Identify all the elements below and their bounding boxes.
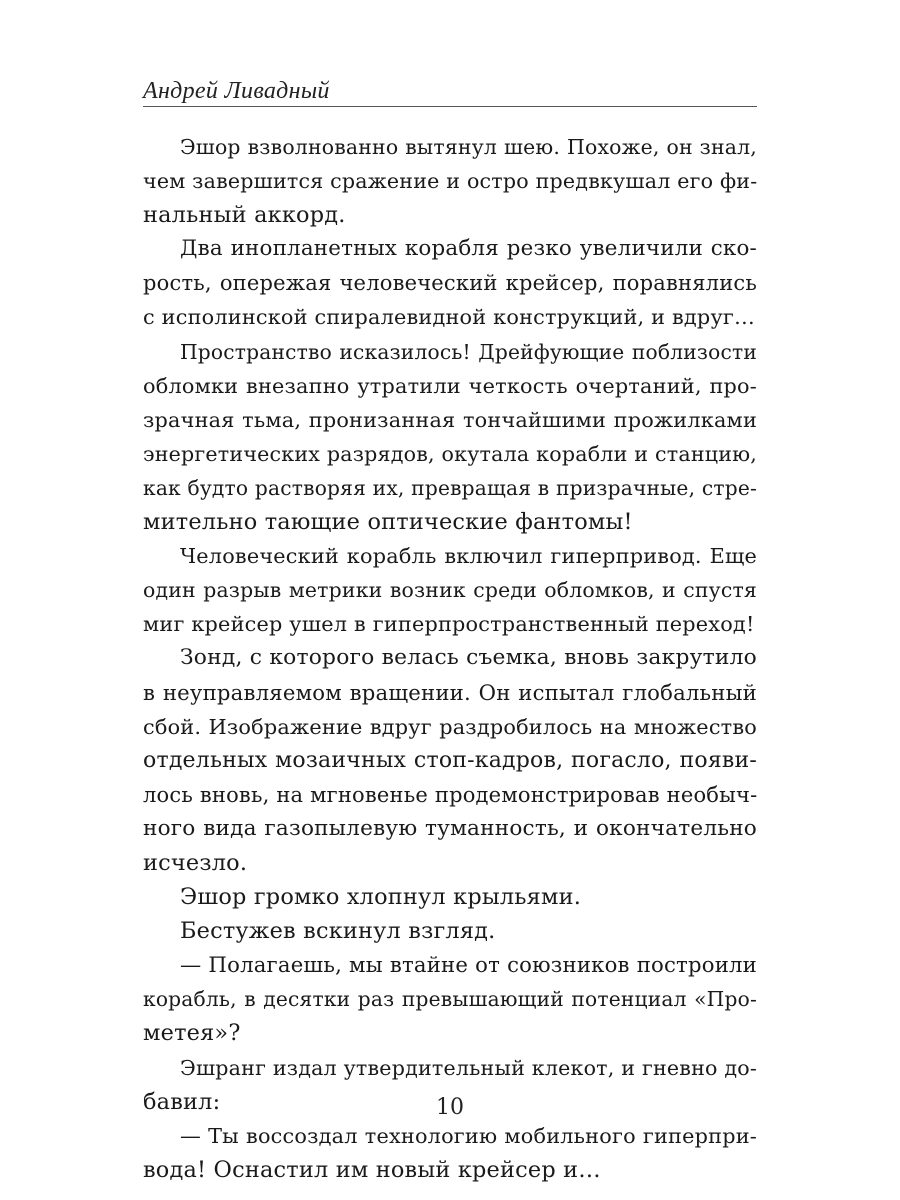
text-line: энергетических разрядов, окутала корабли и станцию,	[143, 441, 757, 466]
text-line: ного вида газопылевую туманность, и окончательно	[143, 815, 757, 841]
text-line: корабль, в десятки раз превышающий потенциал «Про-	[143, 987, 757, 1012]
body-text	[143, 130, 757, 1187]
text-line: в неуправляемом вращении. Он испытал глобальный	[143, 679, 757, 705]
text-line: мительно тающие оптические фантомы!	[143, 509, 633, 536]
text-line: метея»?	[143, 1020, 241, 1047]
text-line: бавил:	[143, 1088, 221, 1115]
text-line: Эшор взволнованно вытянул шею. Похоже, он знал,	[180, 135, 757, 159]
text-line: отдельных мозаичных стоп-кадров, погасло, появи-	[143, 747, 757, 773]
text-line: Эшор громко хлопнул крыльями.	[180, 884, 582, 911]
header-divider	[143, 106, 757, 107]
text-line: лось вновь, на мгновенье продемонстрировав необыч-	[143, 782, 758, 807]
running-head-author: Андрей Ливадный	[143, 78, 330, 104]
text-line: как будто растворяя их, превращая в призрачные, стре-	[143, 475, 757, 500]
text-line: рость, опережая человеческий крейсер, поравнялись	[143, 271, 757, 296]
text-line: Эшранг издал утвердительный клекот, и гневно до-	[180, 1055, 757, 1080]
text-line: нальный аккорд.	[143, 202, 346, 229]
text-line: зрачная тьма, пронизанная тончайшими прожилками	[143, 407, 757, 432]
text-line: вода! Оснастил им новый крейсер и…	[143, 1156, 601, 1183]
text-line: обломки внезапно утратили четкость очертаний, про-	[143, 373, 757, 398]
text-line: — Полагаешь, мы втайне от союзников построили	[180, 952, 757, 978]
text-line: Бестужев вскинул взгляд.	[180, 918, 496, 945]
text-line: с исполинской спиралевидной конструкций, и вдруг…	[143, 305, 755, 330]
text-line: один разрыв метрики возник среди обломков, и спустя	[143, 578, 757, 603]
text-line: Зонд, с которого велась съемка, вновь закрутило	[180, 645, 757, 671]
page-number: 10	[436, 1095, 464, 1120]
text-line: исчезло.	[143, 849, 248, 876]
text-line: чем завершится сражение и остро предвкушал его фи-	[143, 169, 758, 194]
text-line: Два инопланетных корабля резко увеличили ско-	[180, 236, 757, 262]
text-line: Пространство исказилось! Дрейфующие поблизости	[180, 339, 757, 364]
text-line: Человеческий корабль включил гиперпривод. Еще	[180, 544, 757, 569]
text-line: миг крейсер ушел в гиперпространственный переход!	[143, 612, 755, 637]
text-line: сбой. Изображение вдруг раздробилось на множество	[143, 714, 757, 739]
text-line: — Ты воссоздал технологию мобильного гиперпри-	[180, 1123, 757, 1148]
